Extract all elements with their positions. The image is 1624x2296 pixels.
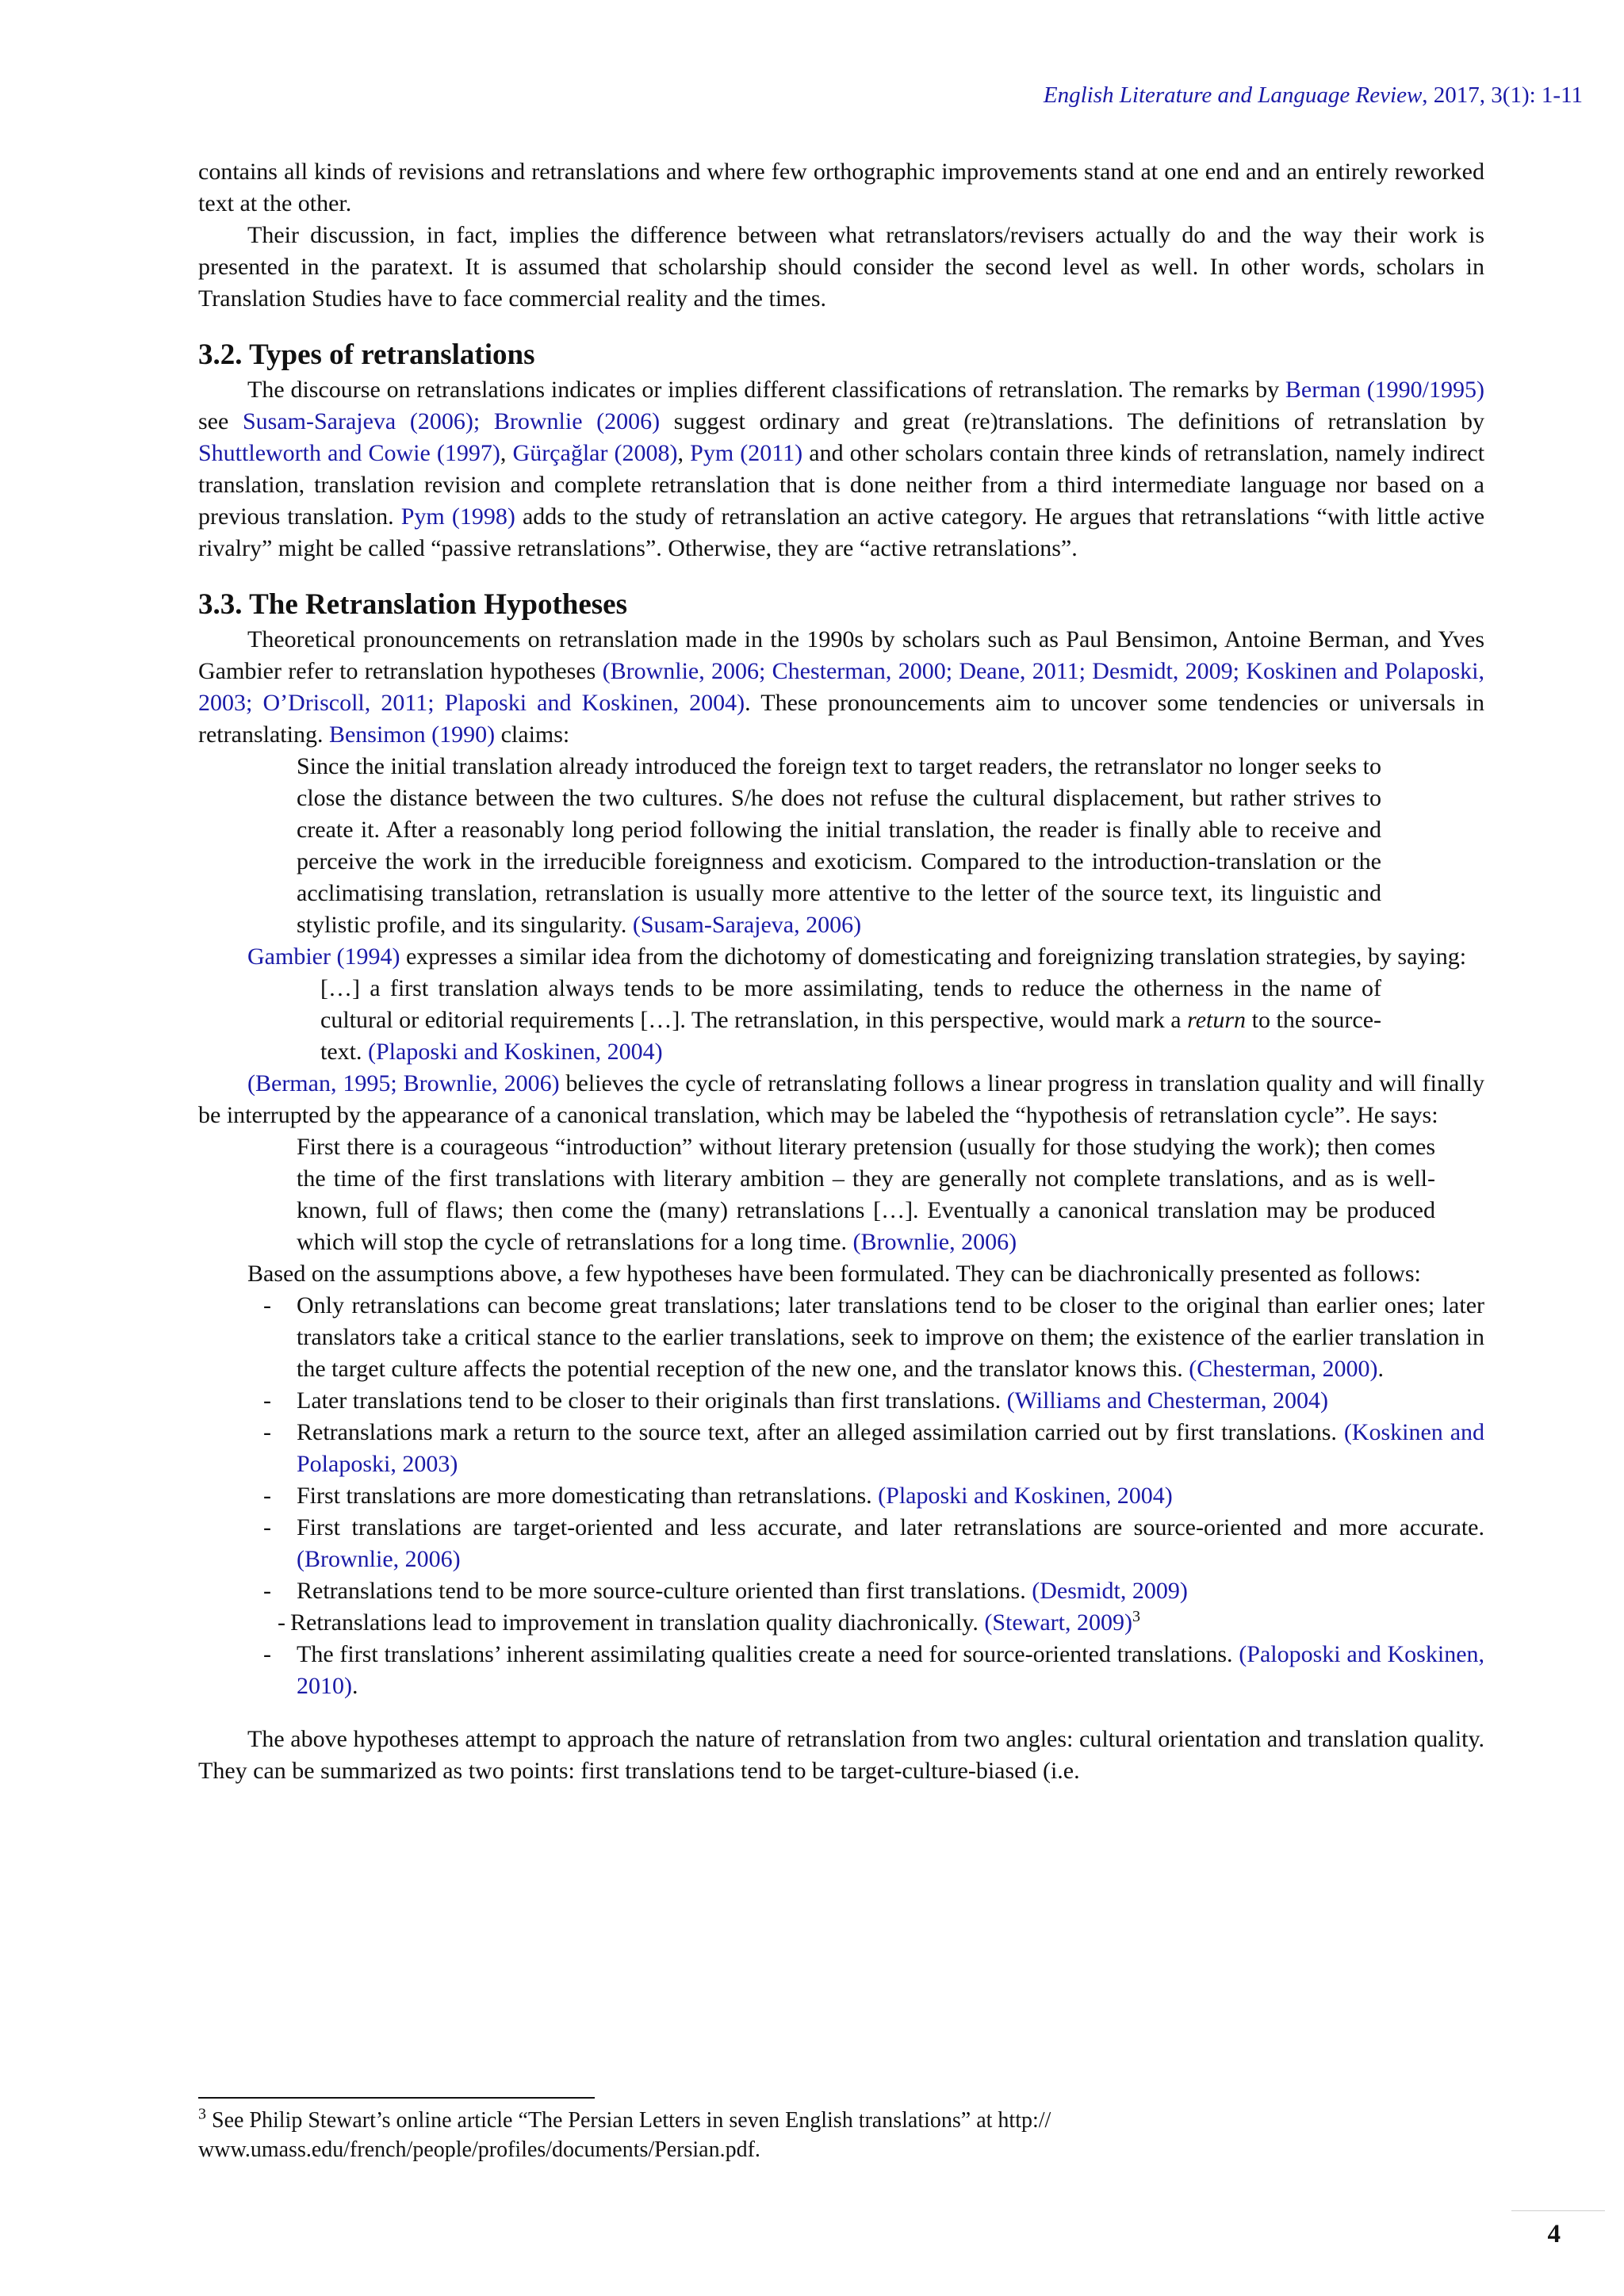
list-item: - Later translations tend to be closer to their originals than first translations. (Williams and Chesterman, 2004)	[263, 1387, 1328, 1414]
citation-link[interactable]: (Chesterman, 2000)	[1189, 1356, 1378, 1382]
running-head	[1044, 82, 1583, 109]
citation-link[interactable]: (Berman, 1995; Brownlie, 2006)	[247, 1070, 560, 1096]
list-item: - Retranslations tend to be more source-culture oriented than first translations. (Desmidt, 2009)	[263, 1578, 1188, 1604]
journal-issue: , 2017, 3(1): 1-11	[1422, 82, 1583, 108]
paragraph-discussion: Their discussion, in fact, implies the difference between what retranslators/revisers actually do and the way their work is presented in the paratext. It is assumed that scholarship should consider the second level as well. In other words, scholars in Translation Studies have to face commercial reality and the times.	[198, 222, 1484, 312]
list-item: - Retranslations lead to improvement in translation quality diachronically. (Stewart, 2009)$^3$	[278, 1608, 1140, 1636]
citation-link[interactable]: Shuttleworth and Cowie (1997)	[198, 440, 500, 466]
paragraph-gambier: Gambier (1994) expresses a similar idea from the dichotomy of domesticating and foreignizing translation strategies, by saying:	[247, 943, 1467, 970]
list-item: - First translations are more domesticating than retranslations. (Plaposki and Koskinen, 2004)	[263, 1483, 1173, 1509]
citation-link[interactable]: (Brownlie, 2006)	[297, 1546, 461, 1572]
citation-link[interactable]: Bensimon (1990)	[328, 721, 496, 748]
block-quote-berman: First there is a courageous “introduction” without literary pretension (usually for those studying the work); then comes the time of the first translations with literary ambition – they are generally not complete translations, and as is well-known, full of flaws; then come the (many) retranslations […]. Eventually a canonical translation may be produced which will stop the cycle of retranslations for a long time. (Brownlie, 2006)	[297, 1134, 1435, 1255]
citation-link[interactable]: (Susam-Sarajeva, 2006)	[632, 912, 862, 938]
citation-link[interactable]: Berman (1990/1995)	[1285, 377, 1485, 403]
citation-link[interactable]: Susam-Sarajeva (2006); Brownlie (2006)	[242, 408, 661, 434]
paragraph-assumptions: Based on the assumptions above, a few hypotheses have been formulated. They can be diachronically presented as follows:	[247, 1261, 1421, 1287]
list-item: - Retranslations mark a return to the source text, after an alleged assimilation carried out by first translations. (Koskinen and Polaposki, 2003)	[263, 1419, 1485, 1477]
footnote-number: 3	[198, 2105, 206, 2123]
citation-link[interactable]: (Desmidt, 2009)	[1032, 1578, 1188, 1604]
list-item: - The first translations’ inherent assimilating qualities create a need for source-oriented translations. (Paloposki and Koskinen, 2010).	[263, 1641, 1485, 1699]
journal-title: English Literature and Language Review	[1043, 82, 1423, 108]
section-heading-hypotheses: 3.3. The Retranslation Hypotheses	[198, 588, 627, 621]
citation-link[interactable]: (Plaposki and Koskinen, 2004)	[878, 1483, 1173, 1509]
citation-link[interactable]: (Paloposki and Koskinen, 2010)	[297, 1641, 1485, 1699]
paragraph-summary: The above hypotheses attempt to approach the nature of retranslation from two angles: cultural orientation and translation quality. They can be summarized as two points: first translations tend to be target-culture-biased (i.e.	[198, 1726, 1484, 1784]
block-quote-bensimon: Since the initial translation already introduced the foreign text to target readers, the retranslator no longer seeks to close the distance between the two cultures. S/he does not refuse the cultural displacement, but rather strives to create it. After a reasonably long period following the initial translation, the reader is finally able to receive and perceive the work in the irreducible foreignness and exoticism. Compared to the introduction-translation or the acclimatising translation, retranslation is usually more attentive to the letter of the source text, its linguistic and stylistic profile, and its singularity. (Susam-Sarajeva, 2006)	[297, 753, 1381, 938]
footnote-url: www.umass.edu/french/people/profiles/documents/Persian.pdf.	[198, 2137, 760, 2162]
citation-link[interactable]: (Stewart, 2009)	[984, 1609, 1132, 1636]
citation-link[interactable]: Pym (1998)	[400, 503, 515, 530]
list-item: - First translations are target-oriented and less accurate, and later retranslations are source-oriented and more accurate. (Brownlie, 2006)	[263, 1514, 1484, 1572]
hypotheses-list	[198, 1290, 1484, 1702]
section-heading-types: 3.2. Types of retranslations	[198, 339, 535, 371]
citation-link[interactable]: (Brownlie, 2006)	[852, 1229, 1017, 1255]
citation-link[interactable]: (Brownlie, 2006; Chesterman, 2000; Deane, 2011; Desmidt, 2009; Koskinen and Polaposki, 2003; O’Driscoll, 2011; Plaposki and Koskinen, 2004)	[198, 658, 1484, 716]
citation-link[interactable]: Gambier (1994)	[247, 943, 400, 970]
page-number: 4	[1547, 2220, 1561, 2248]
footnote-divider	[198, 2097, 595, 2099]
paragraph-berman: (Berman, 1995; Brownlie, 2006) believes the cycle of retranslating follows a linear progress in translation quality and will finally be interrupted by the appearance of a canonical translation, which may be labeled the “hypothesis of retranslation cycle”. He says:	[198, 1070, 1484, 1128]
footnote: $^3$ See Philip Stewart’s online article “The Persian Letters in seven English translations” at http:// www.umass.edu/french/people/profiles/documents/Persian.pdf.	[198, 2105, 1051, 2162]
article-body	[198, 156, 1484, 1787]
footnote-marker[interactable]: 3	[1132, 1608, 1140, 1625]
list-item: - Only retranslations can become great translations; later translations tend to be closer to the original than earlier ones; later translators take a critical stance to the earlier translations, seek to improve on them; the existence of the earlier translation in the target culture affects the potential reception of the new one, and the translator knows this. (Chesterman, 2000).	[263, 1292, 1484, 1382]
citation-link[interactable]: Gürçağlar (2008)	[512, 440, 678, 466]
paragraph-hypotheses-intro: Theoretical pronouncements on retranslation made in the 1990s by scholars such as Paul Bensimon, Antoine Berman, and Yves Gambier refer to retranslation hypotheses (Brownlie, 2006; Chesterman, 2000; Deane, 2011; Desmidt, 2009; Koskinen and Polaposki, 2003; O’Driscoll, 2011; Plaposki and Koskinen, 2004). These pronouncements aim to uncover some tendencies or universals in retranslating. Bensimon (1990) claims:	[198, 626, 1484, 748]
citation-link[interactable]: (Williams and Chesterman, 2004)	[1006, 1387, 1328, 1414]
citation-link[interactable]: (Plaposki and Koskinen, 2004)	[368, 1039, 663, 1065]
block-quote-gambier: […] a first translation always tends to be more assimilating, tends to reduce the otherness in the name of cultural or editorial requirements […]. The retranslation, in this perspective, would mark a return to the source-text. (Plaposki and Koskinen, 2004)	[320, 975, 1382, 1065]
page-number-divider	[1511, 2210, 1605, 2211]
citation-link[interactable]: Pym (2011)	[690, 440, 803, 466]
citation-link[interactable]: (Koskinen and Polaposki, 2003)	[297, 1419, 1485, 1477]
paragraph-continued: contains all kinds of revisions and retranslations and where few orthographic improvements stand at one end and an entirely reworked text at the other.	[198, 159, 1484, 216]
paragraph-types: The discourse on retranslations indicates or implies different classifications of retranslation. The remarks by Berman (1990/1995) see Susam-Sarajeva (2006); Brownlie (2006) suggest ordinary and great (re)translations. The definitions of retranslation by Shuttleworth and Cowie (1997), Gürçağlar (2008), Pym (2011) and other scholars contain three kinds of retranslation, namely indirect translation, translation revision and complete retranslation that is done neither from a third intermediate language nor based on a previous translation. Pym (1998) adds to the study of retranslation an active category. He argues that retranslations “with little active rivalry” might be called “passive retranslations”. Otherwise, they are “active retranslations”.	[198, 377, 1485, 561]
